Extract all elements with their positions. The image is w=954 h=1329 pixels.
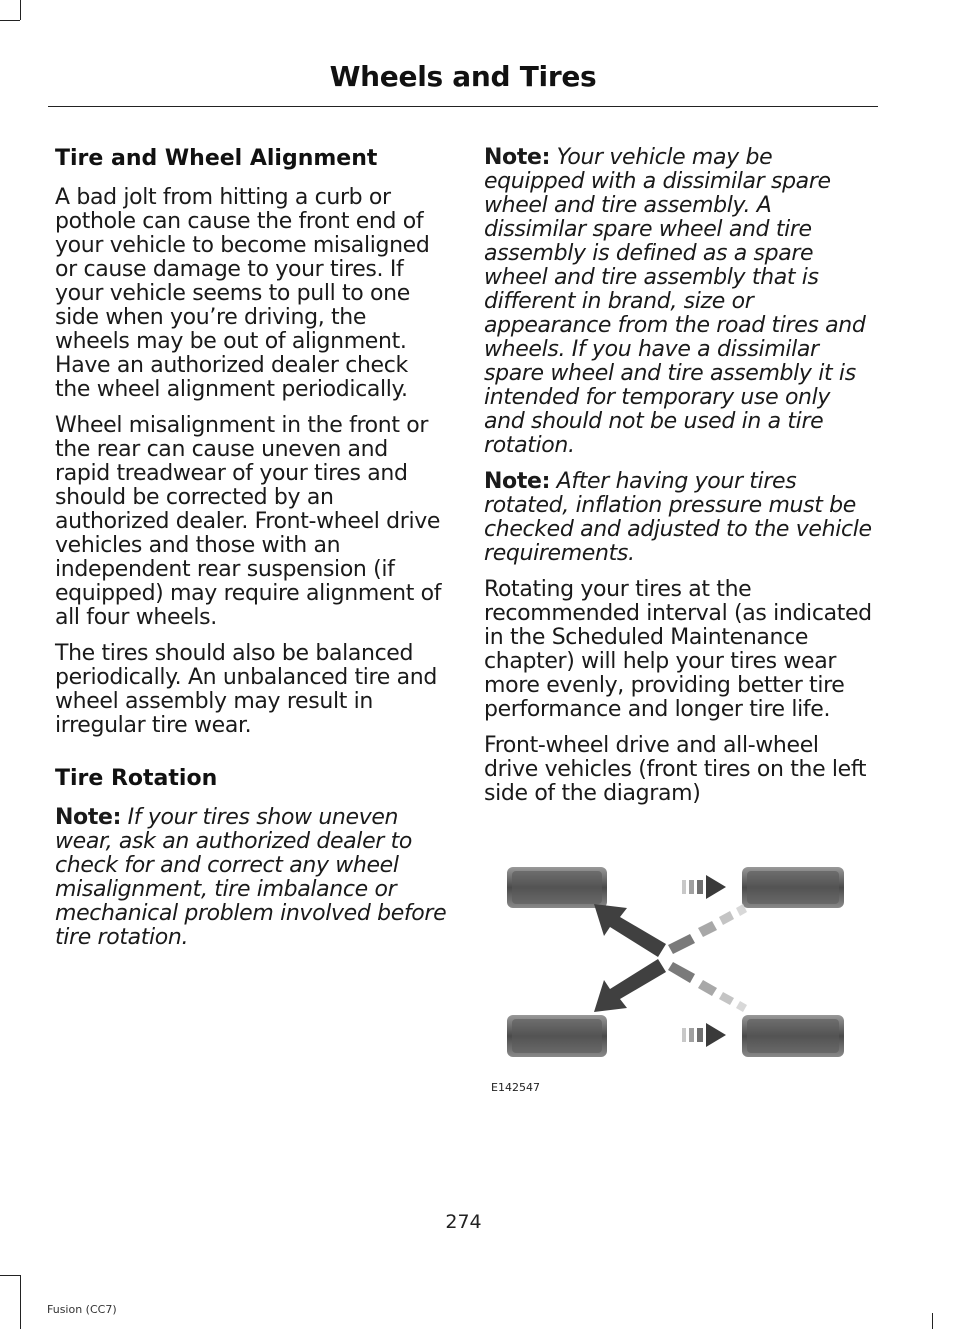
tire-rear-right-icon xyxy=(742,1015,844,1057)
crop-mark xyxy=(20,1275,21,1329)
note-text: After having your tires rotated, inflation pressure must be checked and adjusted to the vehicle requirements. xyxy=(484,469,872,566)
crop-mark xyxy=(932,1313,933,1329)
note-text: If your tires show uneven wear, ask an authorized dealer to check for and correct any wheel misalignment, tire imbalance or mechanical problem involved before tire rotation. xyxy=(55,805,447,950)
section-heading-alignment: Tire and Wheel Alignment xyxy=(55,146,378,171)
paragraph: A bad jolt from hitting a curb or pothole can cause the front end of your vehicle to become misaligned or cause damage to your tires. If your vehicle seems to pull to one side when you’re driving, the wheels may be out of alignment. Have an authorized dealer check the wheel alignment periodically. xyxy=(55,185,430,402)
crop-mark xyxy=(0,20,20,21)
note-paragraph xyxy=(484,470,876,566)
note-label: Note: xyxy=(484,145,551,170)
arrow-diagonal-up-left-icon xyxy=(594,904,666,957)
paragraph: Front-wheel drive and all-wheel drive vehicles (front tires on the left side of the diagram) xyxy=(484,733,867,806)
note-label: Note: xyxy=(55,805,122,830)
crop-mark xyxy=(20,0,21,20)
arrow-diagonal-down-left-icon xyxy=(594,959,666,1012)
note-label: Note: xyxy=(484,469,551,494)
note-paragraph xyxy=(484,146,876,458)
paragraph: Rotating your tires at the recommended interval (as indicated in the Scheduled Maintenance chapter) will help your tires wear more evenly, providing better tire performance and longer tire life. xyxy=(484,577,872,722)
paragraph: Wheel misalignment in the front or the rear can cause uneven and rapid treadwear of your tires and should be corrected by an authorized dealer. Front-wheel drive vehicles and those with an independent rear suspension (if equipped) may require alignment of all four wheels. xyxy=(55,413,442,630)
tire-rear-left-icon xyxy=(742,867,844,908)
arrow-right-icon xyxy=(682,875,726,899)
crop-mark xyxy=(0,1275,20,1276)
paragraph: The tires should also be balanced periodically. An unbalanced tire and wheel assembly may result in irregular tire wear. xyxy=(55,641,437,738)
right-column xyxy=(484,146,876,818)
dashed-diagonal-line-icon xyxy=(668,962,747,1012)
arrow-right-icon xyxy=(682,1023,726,1047)
tire-front-left-icon xyxy=(507,867,607,908)
section-heading-rotation: Tire Rotation xyxy=(55,766,218,791)
page-title: Wheels and Tires xyxy=(329,60,597,93)
diagram-code: E142547 xyxy=(491,1081,540,1094)
tire-front-right-icon xyxy=(507,1015,607,1057)
tire-rotation-diagram xyxy=(490,862,850,1098)
left-column xyxy=(55,146,447,962)
dashed-diagonal-line-icon xyxy=(668,904,747,954)
note-paragraph xyxy=(55,806,447,950)
footer-text: Fusion (CC7) xyxy=(47,1303,117,1316)
title-divider xyxy=(48,106,878,107)
note-text: Your vehicle may be equipped with a dissimilar spare wheel and tire assembly. A dissimilar spare wheel and tire assembly is defined as a spare wheel and tire assembly that is different in brand, size or appearance from the road tires and wheels. If you have a dissimilar spare wheel and tire assembly it is intended for temporary use only and should not be used in a tire rotation. xyxy=(484,145,866,458)
page-number: 274 xyxy=(445,1211,482,1233)
